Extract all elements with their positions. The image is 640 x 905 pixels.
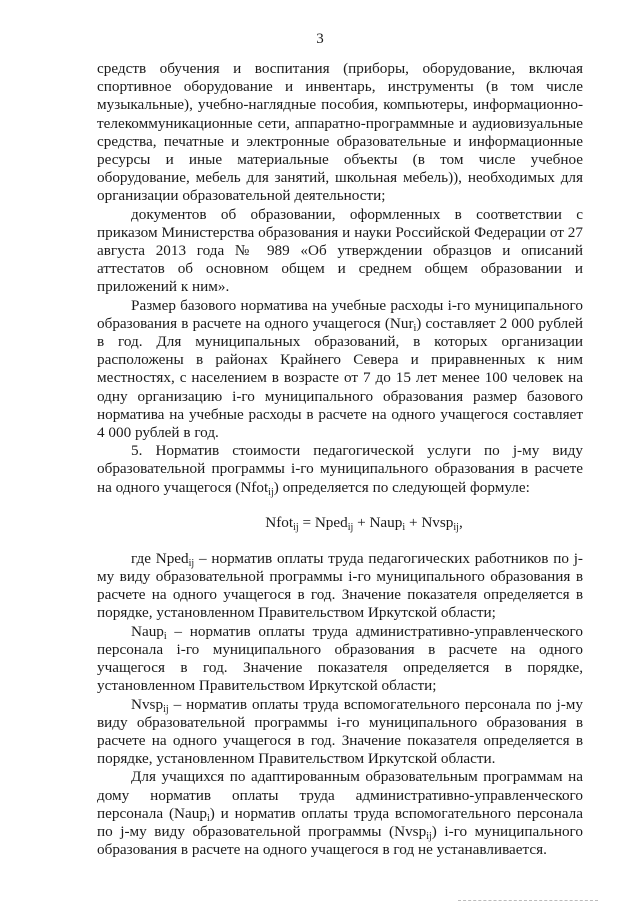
text-segment: где Nped xyxy=(131,549,189,567)
document-body xyxy=(97,60,583,859)
subscript: i xyxy=(402,521,406,533)
formula xyxy=(145,514,583,532)
formula-term: Nvsp xyxy=(421,513,454,531)
subscript: ij xyxy=(293,521,299,533)
formula-operator: + xyxy=(405,513,422,531)
text-segment: ) составляет 2 000 рублей в год. Для муниципальных образований, в которых организации расположены в районах Крайнего Севера и приравненных к ним местностях, с населением в возрасте от 7 до 15 лет менее 100 человек на одну организацию i-го муниципального образования размер базового норматива на учебные расходы в расчете на одного учащегося составляет 4 000 рублей в год. xyxy=(97,314,583,442)
subscript: i xyxy=(206,812,210,824)
subscript: i xyxy=(163,630,167,642)
formula-term: Nfot xyxy=(265,513,294,531)
text-segment: – норматив оплаты труда вспомогательного персонала по j-му виду образовательной программы i-го муниципального образования в расчете на одного учащегося в год. Значение показателя определяется в порядке, установленном Правительством Иркутской области. xyxy=(97,695,583,768)
subscript: ij xyxy=(163,703,169,715)
paragraph-nvsp-definition xyxy=(97,696,583,769)
paragraph-base-standard xyxy=(97,297,583,443)
text-segment: Naup xyxy=(131,622,164,640)
text-segment: – норматив оплаты труда административно-управленческого персонала i-го муниципального образования в расчете на одного учащегося в год. Значение показателя определяется в порядке, установленном Правительством Иркутской области; xyxy=(97,622,583,695)
subscript: ij xyxy=(268,486,274,498)
formula-operator: = xyxy=(298,513,315,531)
text-segment: – норматив оплаты труда педагогических работников по j-му виду образовательной программы i-го муниципального образования в расчете на одного учащегося в год. Значение показателя определяется в порядке, установленном Правительством Иркутской области; xyxy=(97,549,583,622)
formula-term: Naup xyxy=(369,513,403,531)
subscript: ij xyxy=(453,521,459,533)
paragraph-item-5 xyxy=(97,442,583,497)
formula-operator: + xyxy=(353,513,370,531)
page-number: 3 xyxy=(316,31,324,47)
text-segment: ) и норматив оплаты труда вспомогательного персонала по j-му виду образовательной программы (Nvsp xyxy=(97,804,584,840)
subscript: ij xyxy=(347,521,354,533)
text-segment: 5. Норматив стоимости педагогической услуги по j-му виду образовательной программы i-го муниципального образования в расчете на одного учащегося (Nfot xyxy=(97,442,583,496)
formula-end: , xyxy=(458,513,463,531)
formula-term: Nped xyxy=(314,513,348,531)
text-segment: Для учащихся по адаптированным образовательным программам на дому норматив оплаты труда административно-управленческого персонала (Naup xyxy=(97,768,583,822)
paragraph-home-education xyxy=(97,768,583,859)
text-segment: ) определяется по следующей формуле: xyxy=(273,478,530,496)
subscript: i xyxy=(413,322,417,334)
paragraph-naup-definition xyxy=(97,623,583,696)
paragraph-education-documents: документов об образовании, оформленных в соответствии с приказом Министерства образования и науки Российской Федерации от 27 августа 2013 года № 989 «Об утверждении образцов и описаний аттестатов об основном общем и среднем общем образовании и приложений к ним». xyxy=(97,205,583,296)
scan-artifact xyxy=(458,897,598,901)
text-segment: Nvsp xyxy=(131,695,164,713)
paragraph-teaching-means: средств обучения и воспитания (приборы, оборудование, включая спортивное оборудование и инвентарь, инструменты (в том числе музыкальные), учебно-наглядные пособия, компьютеры, информационно-телекоммуникационные сети, аппаратно-программные и аудиовизуальные средства, печатные и электронные образовательные и информационные ресурсы и иные материальные объекты (в том числе учебное оборудование, мебель для занятий, школьная мебель)), необходимых для организации образовательной деятельности; xyxy=(97,60,583,205)
subscript: ij xyxy=(426,830,432,842)
paragraph-nped-definition xyxy=(97,550,583,623)
text-segment: ) i-го муниципального образования в расчете на одного учащегося в год не устанавливается. xyxy=(97,822,584,859)
text-segment: Размер базового норматива на учебные расходы i-го муниципального образования в расчете на одного учащегося (Nur xyxy=(97,296,583,332)
subscript: ij xyxy=(188,557,195,569)
